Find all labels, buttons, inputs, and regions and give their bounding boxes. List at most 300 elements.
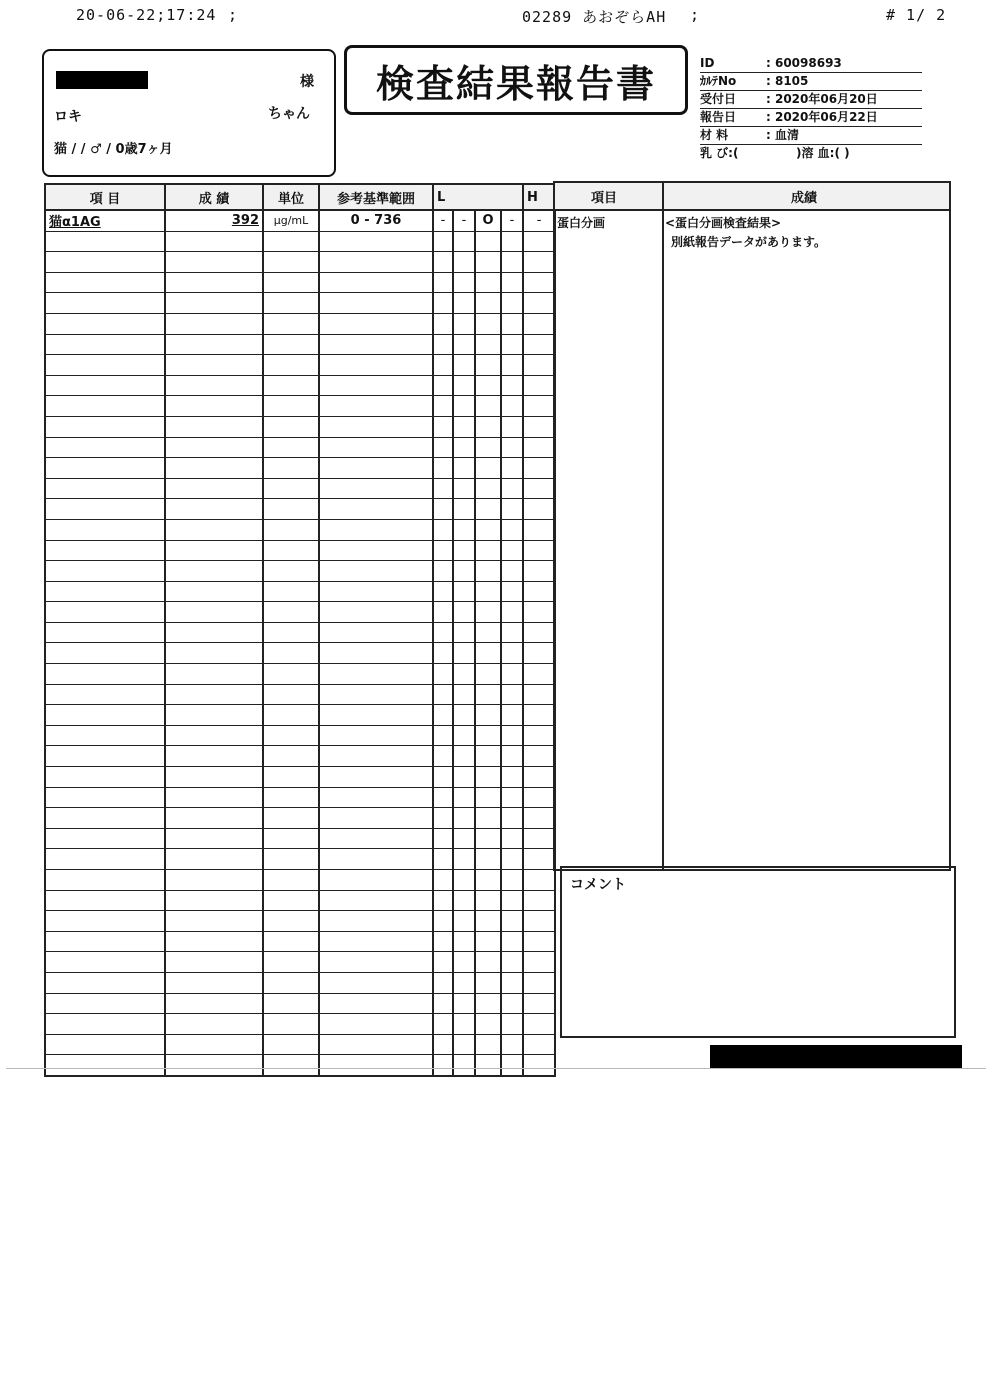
empty-cell	[45, 458, 165, 479]
empty-cell	[501, 890, 523, 911]
empty-cell	[475, 375, 501, 396]
empty-cell	[523, 622, 555, 643]
meta-key: 材 料	[700, 128, 729, 142]
empty-cell	[263, 931, 319, 952]
empty-cell	[433, 416, 453, 437]
empty-cell	[263, 499, 319, 520]
empty-cell	[453, 416, 475, 437]
empty-cell	[453, 252, 475, 273]
empty-cell	[45, 334, 165, 355]
empty-cell	[263, 767, 319, 788]
empty-cell	[263, 293, 319, 314]
empty-cell	[453, 870, 475, 891]
empty-cell	[523, 355, 555, 376]
empty-cell	[501, 622, 523, 643]
empty-cell	[263, 375, 319, 396]
empty-cell	[475, 993, 501, 1014]
empty-cell	[523, 664, 555, 685]
empty-cell	[45, 993, 165, 1014]
empty-cell	[165, 725, 263, 746]
fax-page-number: # 1/ 2	[886, 6, 947, 24]
empty-cell	[453, 972, 475, 993]
empty-cell	[165, 684, 263, 705]
empty-cell	[165, 313, 263, 334]
empty-cell	[165, 1034, 263, 1055]
empty-cell	[523, 725, 555, 746]
empty-cell	[263, 972, 319, 993]
empty-cell	[453, 849, 475, 870]
empty-cell	[453, 1034, 475, 1055]
empty-cell	[433, 437, 453, 458]
empty-cell	[501, 993, 523, 1014]
empty-cell	[453, 355, 475, 376]
empty-cell	[45, 313, 165, 334]
empty-cell	[433, 643, 453, 664]
empty-cell	[433, 458, 453, 479]
empty-cell	[501, 849, 523, 870]
row-mark: -	[501, 210, 523, 231]
empty-cell	[523, 334, 555, 355]
table-row	[45, 293, 555, 314]
empty-cell	[45, 519, 165, 540]
empty-cell	[319, 849, 433, 870]
empty-cell	[319, 231, 433, 252]
empty-cell	[433, 952, 453, 973]
empty-cell	[475, 540, 501, 561]
empty-cell	[475, 252, 501, 273]
empty-cell	[165, 581, 263, 602]
results-table	[44, 183, 556, 1077]
empty-cell	[523, 931, 555, 952]
empty-cell	[453, 705, 475, 726]
empty-cell	[45, 787, 165, 808]
empty-cell	[165, 808, 263, 829]
row-result: 392	[165, 210, 263, 231]
empty-cell	[433, 664, 453, 685]
empty-cell	[501, 231, 523, 252]
table-row	[45, 416, 555, 437]
empty-cell	[523, 1014, 555, 1035]
empty-cell	[475, 293, 501, 314]
empty-cell	[45, 602, 165, 623]
empty-cell	[165, 746, 263, 767]
empty-cell	[501, 767, 523, 788]
empty-cell	[319, 478, 433, 499]
table-row	[45, 787, 555, 808]
empty-cell	[319, 622, 433, 643]
empty-cell	[319, 602, 433, 623]
empty-cell	[433, 581, 453, 602]
empty-cell	[501, 396, 523, 417]
empty-cell	[433, 746, 453, 767]
empty-cell	[263, 458, 319, 479]
empty-cell	[263, 561, 319, 582]
empty-cell	[319, 334, 433, 355]
empty-cell	[453, 787, 475, 808]
empty-cell	[263, 272, 319, 293]
empty-cell	[453, 993, 475, 1014]
empty-cell	[263, 952, 319, 973]
empty-cell	[319, 972, 433, 993]
empty-cell	[433, 519, 453, 540]
empty-cell	[501, 952, 523, 973]
empty-cell	[523, 1034, 555, 1055]
empty-cell	[263, 787, 319, 808]
meta-value: : 8105	[766, 74, 809, 88]
header-result: 成 績	[165, 184, 263, 210]
empty-cell	[165, 828, 263, 849]
empty-cell	[453, 231, 475, 252]
empty-cell	[263, 1034, 319, 1055]
empty-cell	[475, 890, 501, 911]
empty-cell	[501, 375, 523, 396]
empty-cell	[45, 561, 165, 582]
empty-cell	[319, 1055, 433, 1076]
empty-cell	[45, 664, 165, 685]
empty-cell	[319, 540, 433, 561]
empty-cell	[523, 849, 555, 870]
empty-cell	[523, 540, 555, 561]
empty-cell	[319, 808, 433, 829]
empty-cell	[319, 416, 433, 437]
empty-cell	[263, 828, 319, 849]
empty-cell	[475, 684, 501, 705]
empty-cell	[45, 684, 165, 705]
empty-cell	[319, 375, 433, 396]
empty-cell	[523, 231, 555, 252]
meta-key: 報告日	[700, 110, 737, 124]
table-row	[45, 231, 555, 252]
empty-cell	[475, 231, 501, 252]
empty-cell	[501, 540, 523, 561]
empty-cell	[501, 458, 523, 479]
empty-cell	[501, 1014, 523, 1035]
empty-cell	[165, 931, 263, 952]
empty-cell	[165, 458, 263, 479]
empty-cell	[453, 952, 475, 973]
empty-cell	[453, 725, 475, 746]
empty-cell	[475, 787, 501, 808]
row-mark: O	[475, 210, 501, 231]
empty-cell	[263, 602, 319, 623]
empty-cell	[501, 478, 523, 499]
empty-cell	[319, 787, 433, 808]
empty-cell	[433, 561, 453, 582]
empty-cell	[453, 1014, 475, 1035]
empty-cell	[501, 1055, 523, 1076]
meta-key: 受付日	[700, 92, 737, 106]
empty-cell	[45, 828, 165, 849]
empty-cell	[319, 705, 433, 726]
empty-cell	[453, 540, 475, 561]
empty-cell	[523, 272, 555, 293]
empty-cell	[319, 499, 433, 520]
panel-header-item: 項目	[591, 191, 618, 206]
empty-cell	[501, 746, 523, 767]
table-row	[45, 252, 555, 273]
empty-cell	[165, 478, 263, 499]
pet-name: ロキ	[54, 109, 82, 125]
empty-cell	[433, 293, 453, 314]
empty-cell	[433, 890, 453, 911]
empty-cell	[263, 396, 319, 417]
empty-cell	[523, 478, 555, 499]
empty-cell	[453, 664, 475, 685]
empty-cell	[433, 808, 453, 829]
empty-cell	[433, 767, 453, 788]
empty-cell	[433, 334, 453, 355]
meta-material	[700, 127, 922, 145]
protein-fraction-panel	[553, 181, 951, 871]
header-range: 参考基準範囲	[319, 184, 433, 210]
empty-cell	[45, 540, 165, 561]
empty-cell	[433, 870, 453, 891]
empty-cell	[263, 231, 319, 252]
empty-cell	[475, 767, 501, 788]
empty-cell	[523, 684, 555, 705]
table-row	[45, 499, 555, 520]
row-item: 猫α1AG	[45, 210, 165, 231]
empty-cell	[263, 355, 319, 376]
empty-cell	[453, 911, 475, 932]
empty-cell	[263, 519, 319, 540]
table-row	[45, 664, 555, 685]
empty-cell	[263, 622, 319, 643]
meta-report-date	[700, 109, 922, 127]
table-row	[45, 725, 555, 746]
empty-cell	[319, 581, 433, 602]
table-row	[45, 478, 555, 499]
empty-cell	[501, 602, 523, 623]
empty-cell	[523, 252, 555, 273]
empty-cell	[475, 272, 501, 293]
empty-cell	[165, 1055, 263, 1076]
empty-cell	[263, 1055, 319, 1076]
table-row	[45, 1034, 555, 1055]
empty-cell	[45, 931, 165, 952]
empty-cell	[263, 746, 319, 767]
table-row	[45, 334, 555, 355]
row-mark: -	[453, 210, 475, 231]
empty-cell	[319, 890, 433, 911]
empty-cell	[165, 787, 263, 808]
empty-cell	[501, 664, 523, 685]
table-row	[45, 808, 555, 829]
empty-cell	[453, 334, 475, 355]
empty-cell	[263, 1014, 319, 1035]
table-row	[45, 313, 555, 334]
empty-cell	[475, 972, 501, 993]
table-row	[45, 890, 555, 911]
table-row	[45, 870, 555, 891]
empty-cell	[453, 643, 475, 664]
empty-cell	[433, 787, 453, 808]
empty-cell	[45, 1055, 165, 1076]
table-header-row	[45, 184, 555, 210]
row-range: 0 - 736	[319, 210, 433, 231]
empty-cell	[45, 643, 165, 664]
empty-cell	[475, 416, 501, 437]
empty-cell	[523, 1055, 555, 1076]
empty-cell	[433, 231, 453, 252]
empty-cell	[263, 993, 319, 1014]
empty-cell	[475, 622, 501, 643]
empty-cell	[165, 396, 263, 417]
empty-cell	[319, 993, 433, 1014]
empty-cell	[433, 622, 453, 643]
row-mark: -	[433, 210, 453, 231]
empty-cell	[453, 767, 475, 788]
empty-cell	[453, 808, 475, 829]
meta-id	[700, 55, 922, 73]
empty-cell	[45, 396, 165, 417]
table-row	[45, 622, 555, 643]
empty-cell	[475, 437, 501, 458]
fax-sender: 02289 あおぞらAH	[522, 8, 667, 26]
empty-cell	[501, 643, 523, 664]
empty-cell	[501, 870, 523, 891]
empty-cell	[433, 252, 453, 273]
table-row	[45, 540, 555, 561]
empty-cell	[501, 787, 523, 808]
patient-box	[42, 49, 336, 177]
empty-cell	[475, 1055, 501, 1076]
table-row	[45, 911, 555, 932]
table-row	[45, 746, 555, 767]
empty-cell	[453, 293, 475, 314]
empty-cell	[319, 684, 433, 705]
table-row	[45, 643, 555, 664]
empty-cell	[319, 746, 433, 767]
empty-cell	[165, 705, 263, 726]
panel-result-title: <蛋白分画検査結果>	[665, 216, 782, 230]
empty-cell	[45, 849, 165, 870]
empty-cell	[433, 993, 453, 1014]
empty-cell	[523, 396, 555, 417]
panel-item: 蛋白分画	[557, 216, 606, 230]
empty-cell	[453, 581, 475, 602]
empty-cell	[45, 293, 165, 314]
empty-cell	[523, 643, 555, 664]
empty-cell	[523, 828, 555, 849]
redacted-footer	[710, 1045, 962, 1069]
pet-honorific: ちゃん	[268, 106, 310, 122]
empty-cell	[45, 416, 165, 437]
empty-cell	[165, 993, 263, 1014]
empty-cell	[501, 313, 523, 334]
empty-cell	[319, 458, 433, 479]
empty-cell	[165, 767, 263, 788]
empty-cell	[165, 334, 263, 355]
empty-cell	[263, 313, 319, 334]
empty-cell	[523, 416, 555, 437]
empty-cell	[475, 828, 501, 849]
empty-cell	[45, 705, 165, 726]
row-mark: -	[523, 210, 555, 231]
empty-cell	[45, 890, 165, 911]
empty-cell	[501, 519, 523, 540]
empty-cell	[45, 911, 165, 932]
empty-cell	[165, 519, 263, 540]
empty-cell	[165, 437, 263, 458]
empty-cell	[501, 252, 523, 273]
empty-cell	[165, 231, 263, 252]
empty-cell	[45, 272, 165, 293]
empty-cell	[433, 828, 453, 849]
table-row	[45, 355, 555, 376]
table-row	[45, 931, 555, 952]
panel-divider	[662, 183, 664, 869]
empty-cell	[263, 849, 319, 870]
empty-cell	[501, 561, 523, 582]
empty-cell	[475, 561, 501, 582]
empty-cell	[45, 972, 165, 993]
table-row	[45, 828, 555, 849]
empty-cell	[165, 540, 263, 561]
empty-cell	[165, 622, 263, 643]
page-divider	[6, 1068, 986, 1069]
fax-separator: ;	[690, 6, 701, 24]
empty-cell	[319, 664, 433, 685]
table-row	[45, 375, 555, 396]
meta-key: ｶﾙﾃNo	[700, 74, 737, 88]
table-row	[45, 396, 555, 417]
empty-cell	[263, 664, 319, 685]
empty-cell	[433, 705, 453, 726]
empty-cell	[475, 808, 501, 829]
empty-cell	[523, 870, 555, 891]
empty-cell	[45, 767, 165, 788]
empty-cell	[453, 602, 475, 623]
empty-cell	[319, 1034, 433, 1055]
empty-cell	[433, 725, 453, 746]
empty-cell	[263, 890, 319, 911]
empty-cell	[45, 499, 165, 520]
header-unit: 単位	[263, 184, 319, 210]
meta-value: : 2020年06月20日	[766, 92, 878, 106]
empty-cell	[319, 313, 433, 334]
empty-cell	[165, 972, 263, 993]
empty-cell	[165, 499, 263, 520]
empty-cell	[453, 622, 475, 643]
empty-cell	[165, 293, 263, 314]
empty-cell	[501, 972, 523, 993]
empty-cell	[433, 375, 453, 396]
empty-cell	[319, 952, 433, 973]
empty-cell	[433, 1055, 453, 1076]
empty-cell	[501, 581, 523, 602]
empty-cell	[165, 952, 263, 973]
empty-cell	[165, 870, 263, 891]
redacted-owner-name	[56, 71, 148, 89]
empty-cell	[263, 540, 319, 561]
meta-key: ID	[700, 56, 715, 70]
empty-cell	[475, 870, 501, 891]
empty-cell	[433, 849, 453, 870]
empty-cell	[475, 519, 501, 540]
empty-cell	[45, 437, 165, 458]
empty-cell	[319, 519, 433, 540]
empty-cell	[433, 272, 453, 293]
empty-cell	[501, 293, 523, 314]
header-low: L	[433, 184, 523, 210]
empty-cell	[475, 725, 501, 746]
empty-cell	[45, 1034, 165, 1055]
empty-cell	[475, 1034, 501, 1055]
empty-cell	[475, 1014, 501, 1035]
empty-cell	[523, 890, 555, 911]
table-row	[45, 581, 555, 602]
